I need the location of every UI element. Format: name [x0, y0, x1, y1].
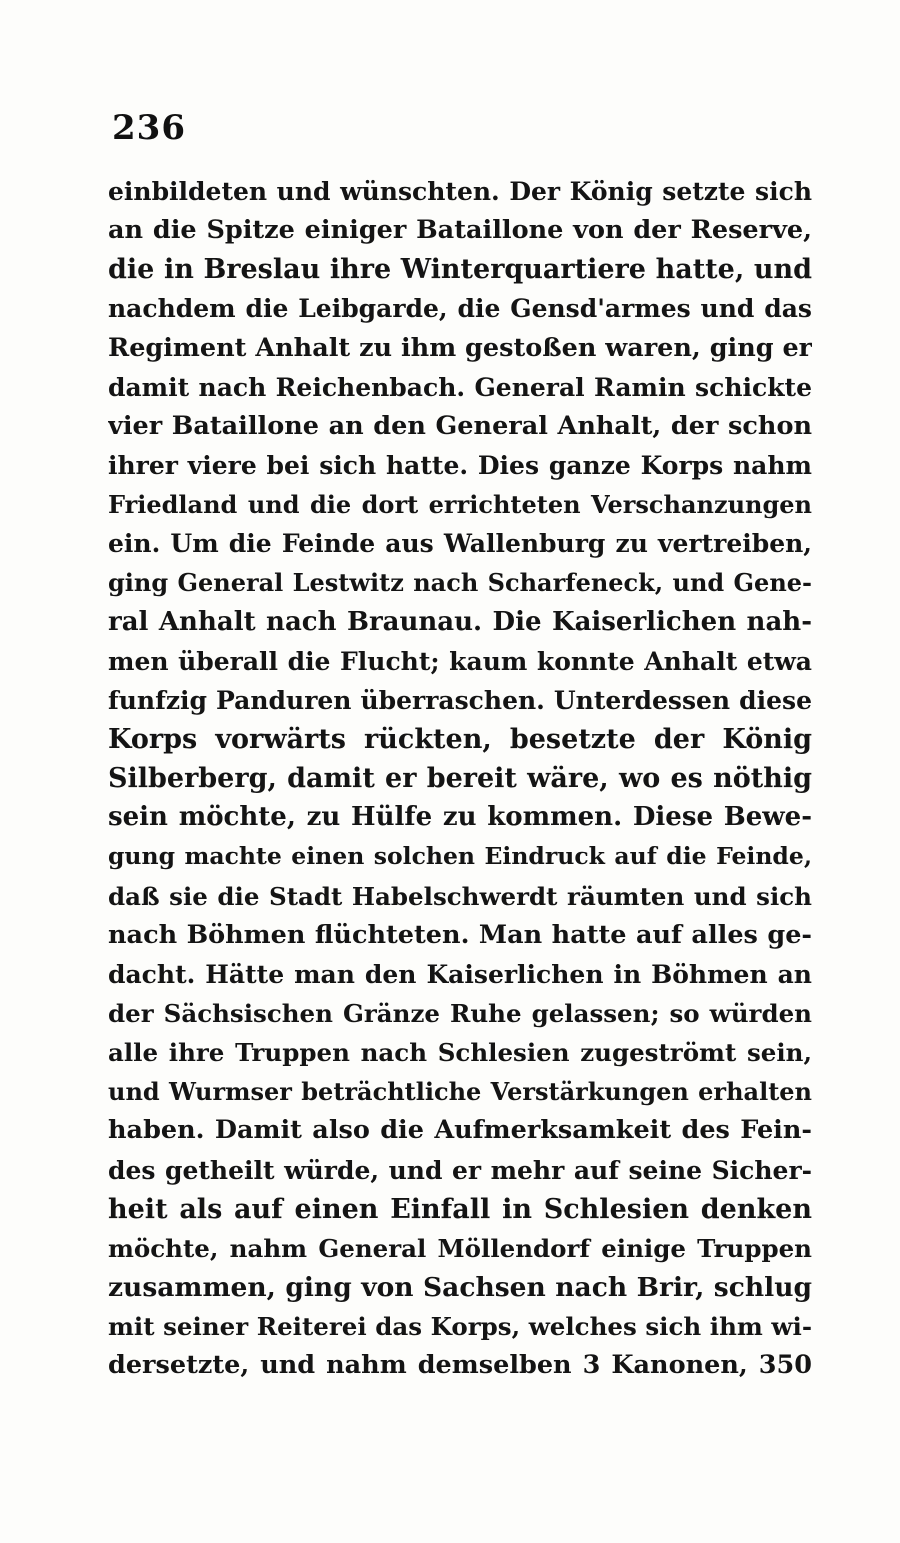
text-line: ging General Lestwitz nach Scharfeneck, und Gene- — [108, 568, 812, 598]
text-line: des getheilt würde, und er mehr auf seine Sicher- — [108, 1155, 812, 1185]
text-line: nach Böhmen flüchteten. Man hatte auf alles ge- — [108, 919, 812, 950]
text-line: zusammen, ging von Sachsen nach Brir, schlug — [108, 1271, 812, 1303]
text-line: sein möchte, zu Hülfe zu kommen. Diese Bewe- — [108, 802, 812, 833]
text-line: die in Breslau ihre Winterquartiere hatte, und — [108, 254, 812, 286]
text-line: Silberberg, damit er bereit wäre, wo es nöthig — [108, 763, 812, 795]
text-line: ein. Um die Feinde aus Wallenburg zu vertreiben, — [108, 529, 812, 559]
text-line: mit seiner Reiterei das Korps, welches sich ihm wi- — [108, 1312, 812, 1342]
text-line: alle ihre Truppen nach Schlesien zugeströmt sein, — [108, 1038, 812, 1068]
text-line: Friedland und die dort errichteten Verschanzungen — [108, 490, 812, 520]
text-line: heit als auf einen Einfall in Schlesien denken — [108, 1193, 812, 1225]
text-line: Korps vorwärts rückten, besetzte der König — [108, 723, 812, 755]
text-line: dacht. Hätte man den Kaiserlichen in Böhmen an — [108, 959, 812, 989]
text-line: möchte, nahm General Möllendorf einige Truppen — [108, 1233, 812, 1263]
text-line: der Sächsischen Gränze Ruhe gelassen; so würden — [108, 998, 812, 1028]
page-number: 236 — [112, 108, 186, 148]
text-line: vier Bataillone an den General Anhalt, der schon — [108, 410, 812, 441]
text-line: ral Anhalt nach Braunau. Die Kaiserlichen nah- — [108, 606, 812, 637]
text-line: an die Spitze einiger Bataillone von der Reserve, — [108, 215, 812, 246]
body-text — [108, 172, 812, 1385]
text-line: einbildeten und wünschten. Der König setzte sich — [108, 177, 812, 206]
text-line: haben. Damit also die Aufmerksamkeit des Fein- — [108, 1115, 812, 1146]
text-line: damit nach Reichenbach. General Ramin schickte — [108, 372, 812, 402]
text-line: funfzig Panduren überraschen. Unterdessen diese — [108, 685, 812, 715]
text-line: ihrer viere bei sich hatte. Dies ganze Korps nahm — [108, 450, 812, 480]
text-line: Regiment Anhalt zu ihm gestoßen waren, ging er — [108, 332, 812, 363]
text-line: gung machte einen solchen Eindruck auf die Feinde, — [108, 842, 812, 871]
text-line: daß sie die Stadt Habelschwerdt räumten und sich — [108, 881, 812, 911]
text-line: und Wurmser beträchtliche Verstärkungen erhalten — [108, 1077, 812, 1107]
text-line: dersetzte, und nahm demselben 3 Kanonen, 350 — [108, 1350, 812, 1381]
text-line: nachdem die Leibgarde, die Gensd'armes und das — [108, 294, 812, 324]
text-line: men überall die Flucht; kaum konnte Anhalt etwa — [108, 646, 812, 676]
